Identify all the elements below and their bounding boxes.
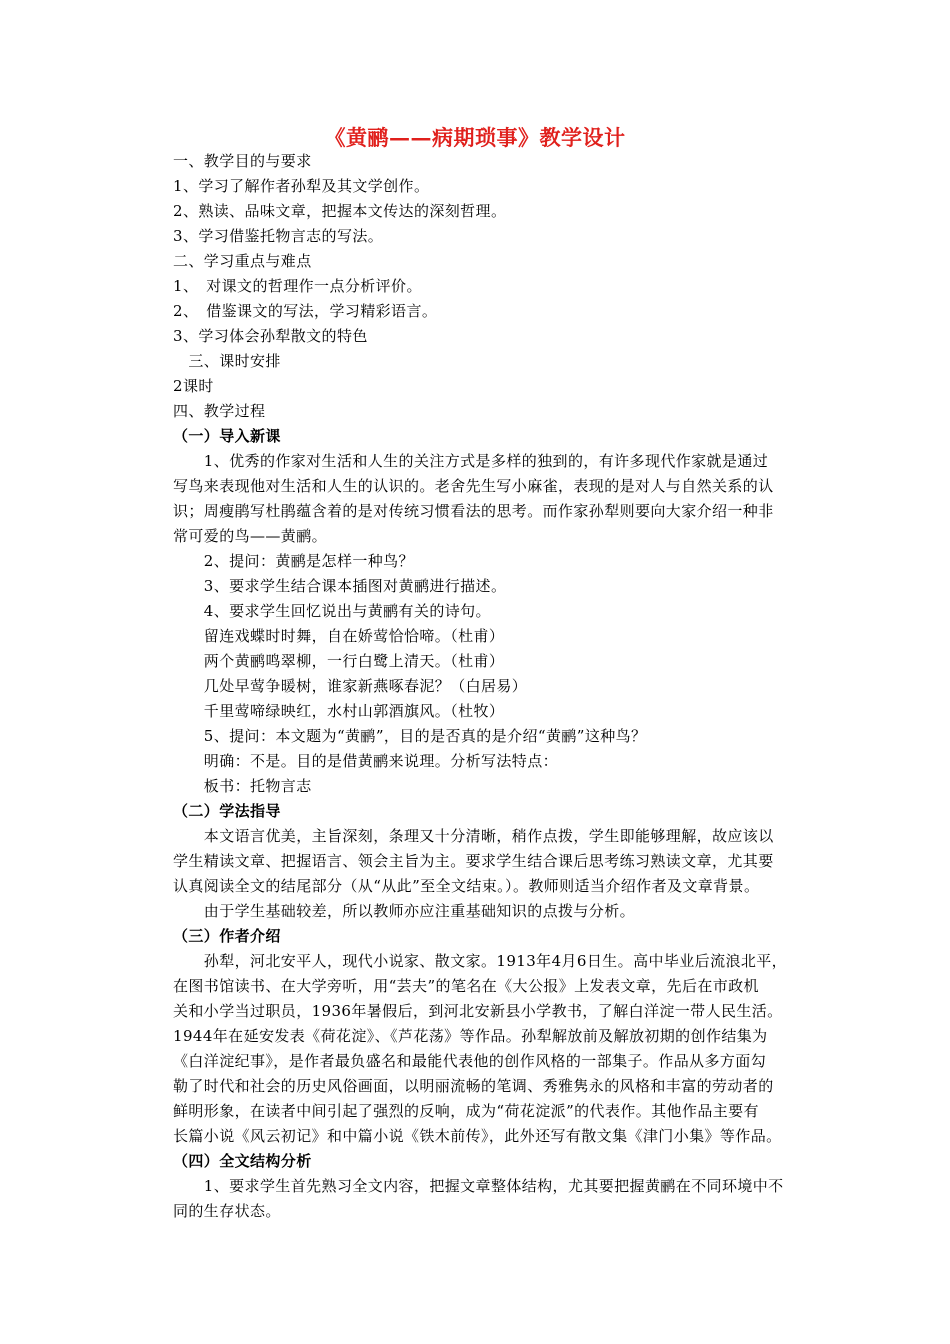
- document-title: 《黄鹂——病期琐事》教学设计: [324, 125, 626, 150]
- text-line: 板书：托物言志: [173, 777, 312, 795]
- text-line: 同的生存状态。: [173, 1202, 281, 1220]
- section-heading: 三、课时安排: [173, 352, 281, 370]
- text-line: 1、要求学生首先熟习全文内容，把握文章整体结构，尤其要把握黄鹂在不同环境中不: [173, 1177, 784, 1195]
- text-line: 3、要求学生结合课本插图对黄鹂进行描述。: [173, 577, 507, 595]
- text-line: 长篇小说《风云初记》和中篇小说《铁木前传》，此外还写有散文集《津门小集》等作品。: [173, 1127, 782, 1145]
- poem-line: 千里莺啼绿映红，水村山郭酒旗风。（杜牧）: [173, 702, 505, 720]
- text-line: 3、学习体会孙犁散文的特色: [173, 327, 368, 345]
- text-line: 识；周瘦鹃写杜鹃蕴含着的是对传统习惯看法的思考。而作家孙犁则要向大家介绍一种非: [173, 502, 774, 520]
- text-line: 《白洋淀纪事》，是作者最负盛名和最能代表他的创作风格的一部集子。作品从多方面勾: [173, 1052, 767, 1070]
- poem-line: 几处早莺争暖树，谁家新燕啄春泥？（白居易）: [173, 677, 528, 695]
- section-heading: 四、教学过程: [173, 402, 266, 420]
- poem-line: 留连戏蝶时时舞，自在娇莺恰恰啼。（杜甫）: [173, 627, 505, 645]
- text-line: 学生精读文章、把握语言、领会主旨为主。要求学生结合课后思考练习熟读文章，尤其要: [173, 852, 774, 870]
- text-line: 4、要求学生回忆说出与黄鹂有关的诗句。: [173, 602, 491, 620]
- text-line: 1、学习了解作者孙犁及其文学创作。: [173, 177, 430, 195]
- text-line: 写鸟来表现他对生活和人生的认识的。老舍先生写小麻雀，表现的是对人与自然关系的认: [173, 477, 774, 495]
- text-line: 孙犁，河北安平人，现代小说家、散文家。1913年4月6日生。高中毕业后流浪北平，: [173, 952, 788, 970]
- text-line: 2课时: [173, 377, 214, 395]
- section-heading: 二、学习重点与难点: [173, 252, 312, 270]
- text-line: 1、 对课文的哲理作一点分析评价。: [173, 277, 422, 295]
- text-line: 2、提问：黄鹂是怎样一种鸟？: [173, 552, 414, 570]
- poem-line: 两个黄鹂鸣翠柳，一行白鹭上清天。（杜甫）: [173, 652, 505, 670]
- subsection-heading: （一）导入新课: [173, 427, 281, 445]
- text-line: 1、优秀的作家对生活和人生的关注方式是多样的独到的，有许多现代作家就是通过: [173, 452, 769, 470]
- text-line: 由于学生基础较差，所以教师亦应注重基础知识的点拨与分析。: [173, 902, 636, 920]
- text-line: 明确：不是。目的是借黄鹂来说理。分析写法特点：: [173, 752, 559, 770]
- text-line: 鲜明形象，在读者中间引起了强烈的反响，成为“荷花淀派”的代表作。其他作品主要有: [173, 1102, 759, 1120]
- subsection-heading: （三）作者介绍: [173, 927, 281, 945]
- subsection-heading: （四）全文结构分析: [173, 1152, 312, 1170]
- subsection-heading: （二）学法指导: [173, 802, 281, 820]
- text-line: 常可爱的鸟——黄鹂。: [173, 527, 328, 545]
- text-line: 本文语言优美，主旨深刻，条理又十分清晰，稍作点拨，学生即能够理解，故应该以: [173, 827, 774, 845]
- text-line: 关和小学当过职员，1936年暑假后，到河北安新县小学教书，了解白洋淀一带人民生活。: [173, 1002, 783, 1020]
- text-line: 5、提问：本文题为“黄鹂”，目的是否真的是介绍“黄鹂”这种鸟？: [173, 727, 647, 745]
- text-line: 3、学习借鉴托物言志的写法。: [173, 227, 384, 245]
- text-line: 2、 借鉴课文的写法，学习精彩语言。: [173, 302, 438, 320]
- text-line: 在图书馆读书、在大学旁听，用“芸夫”的笔名在《大公报》上发表文章，先后在市政机: [173, 977, 759, 995]
- text-line: 认真阅读全文的结尾部分（从“从此”至全文结束。）。教师则适当介绍作者及文章背景。: [173, 877, 760, 895]
- text-line: 勒了时代和社会的历史风俗画面，以明丽流畅的笔调、秀雅隽永的风格和丰富的劳动者的: [173, 1077, 774, 1095]
- section-heading: 一、教学目的与要求: [173, 152, 312, 170]
- text-line: 1944年在延安发表《荷花淀》、《芦花荡》等作品。孙犁解放前及解放初期的创作结集为: [173, 1027, 768, 1045]
- text-line: 2、熟读、品味文章，把握本文传达的深刻哲理。: [173, 202, 507, 220]
